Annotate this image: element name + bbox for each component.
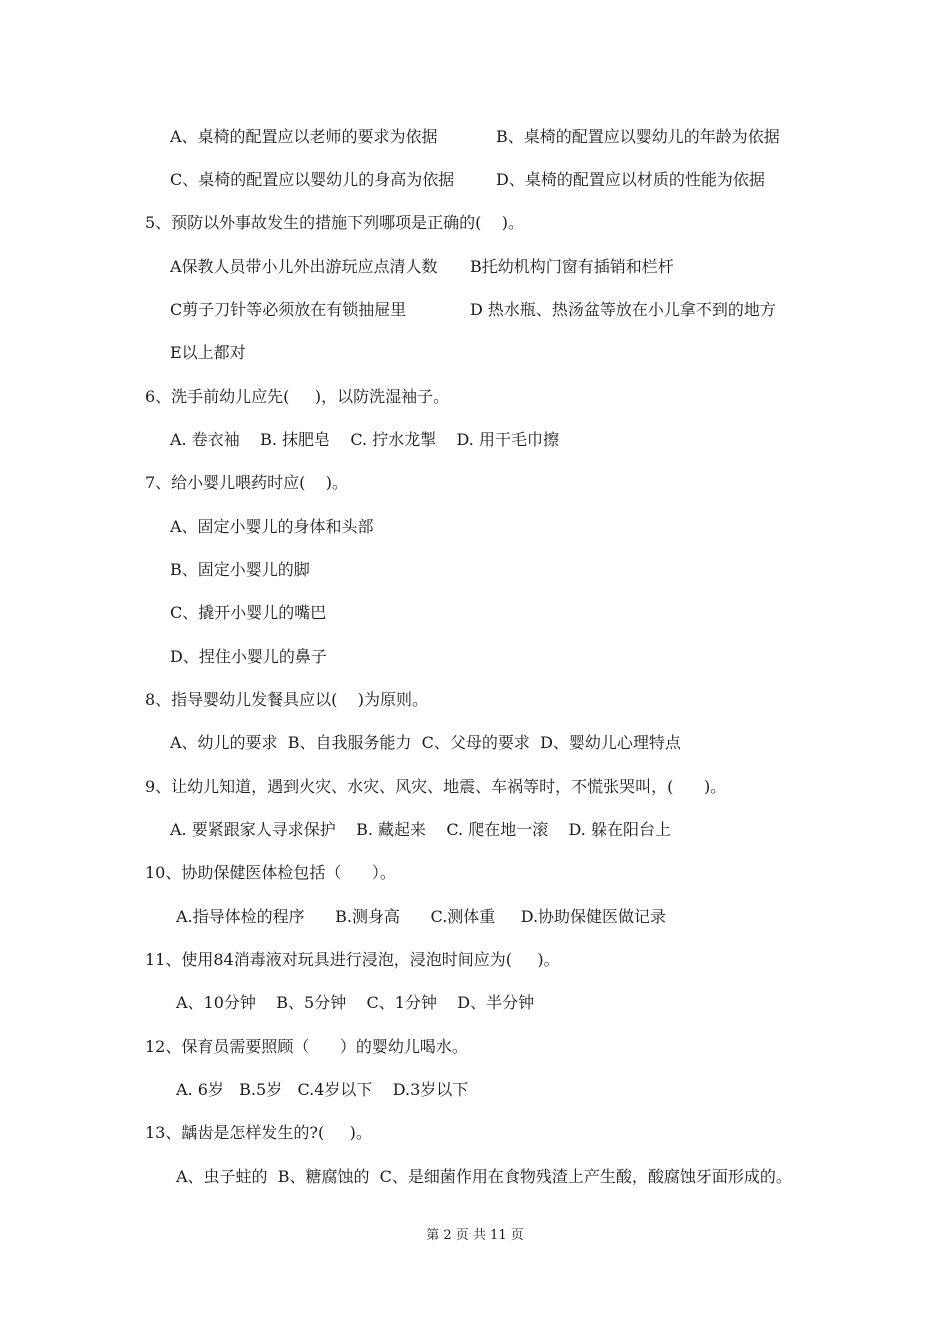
question-text: 7、给小婴儿喂药时应( )。 bbox=[145, 473, 349, 492]
question-text: 13、龋齿是怎样发生的?( )。 bbox=[145, 1123, 372, 1142]
option-text: A、虫子蛀的 B、糖腐蚀的 C、是细菌作用在食物残渣上产生酸，酸腐蚀牙面形成的。 bbox=[176, 1167, 792, 1186]
page-footer: 第 2 页 共 11 页 bbox=[426, 1228, 524, 1243]
option-text: A、桌椅的配置应以老师的要求为依据 bbox=[170, 127, 438, 146]
option-text: B、固定小婴儿的脚 bbox=[170, 560, 310, 579]
option-text: A保教人员带小儿外出游玩应点清人数 bbox=[170, 257, 438, 276]
option-text: A. 6岁 B.5岁 C.4岁以下 D.3岁以下 bbox=[176, 1080, 469, 1099]
option-text: D、桌椅的配置应以材质的性能为依据 bbox=[496, 170, 765, 189]
option-text: A、10分钟 B、5分钟 C、1分钟 D、半分钟 bbox=[176, 993, 535, 1012]
question-text: 11、使用84消毒液对玩具进行浸泡，浸泡时间应为( )。 bbox=[145, 950, 560, 969]
option-text: A. 要紧跟家人寻求保护 B. 藏起来 C. 爬在地一滚 D. 躲在阳台上 bbox=[170, 820, 671, 839]
option-text: A.指导体检的程序 B.测身高 C.测体重 D.协助保健医做记录 bbox=[176, 907, 667, 926]
question-text: 5、预防以外事故发生的措施下列哪项是正确的( )。 bbox=[145, 213, 525, 232]
option-text: A、固定小婴儿的身体和头部 bbox=[170, 517, 374, 536]
question-text: 8、指导婴幼儿发餐具应以( )为原则。 bbox=[145, 690, 429, 709]
option-text: E以上都对 bbox=[170, 343, 246, 362]
option-text: D、捏住小婴儿的鼻子 bbox=[170, 647, 327, 666]
option-text: B托幼机构门窗有插销和栏杆 bbox=[470, 257, 674, 276]
option-text: D 热水瓶、热汤盆等放在小儿拿不到的地方 bbox=[470, 300, 776, 319]
option-text: B、桌椅的配置应以婴幼儿的年龄为依据 bbox=[496, 127, 780, 146]
question-text: 9、让幼儿知道，遇到火灾、水灾、风灾、地震、车祸等时，不慌张哭叫，( )。 bbox=[145, 777, 727, 796]
question-text: 12、保育员需要照顾（ ）的婴幼儿喝水。 bbox=[145, 1037, 468, 1056]
question-text: 10、协助保健医体检包括（ ）。 bbox=[145, 863, 396, 882]
option-text: A. 卷衣袖 B. 抹肥皂 C. 拧水龙掣 D. 用干毛巾擦 bbox=[170, 430, 559, 449]
question-text: 6、洗手前幼儿应先( )，以防洗湿袖子。 bbox=[145, 387, 450, 406]
option-text: C、桌椅的配置应以婴幼儿的身高为依据 bbox=[170, 170, 455, 189]
option-text: C剪子刀针等必须放在有锁抽屉里 bbox=[170, 300, 407, 319]
option-text: C、撬开小婴儿的嘴巴 bbox=[170, 603, 327, 622]
option-text: A、幼儿的要求 B、自我服务能力 C、父母的要求 D、婴幼儿心理特点 bbox=[170, 733, 681, 752]
